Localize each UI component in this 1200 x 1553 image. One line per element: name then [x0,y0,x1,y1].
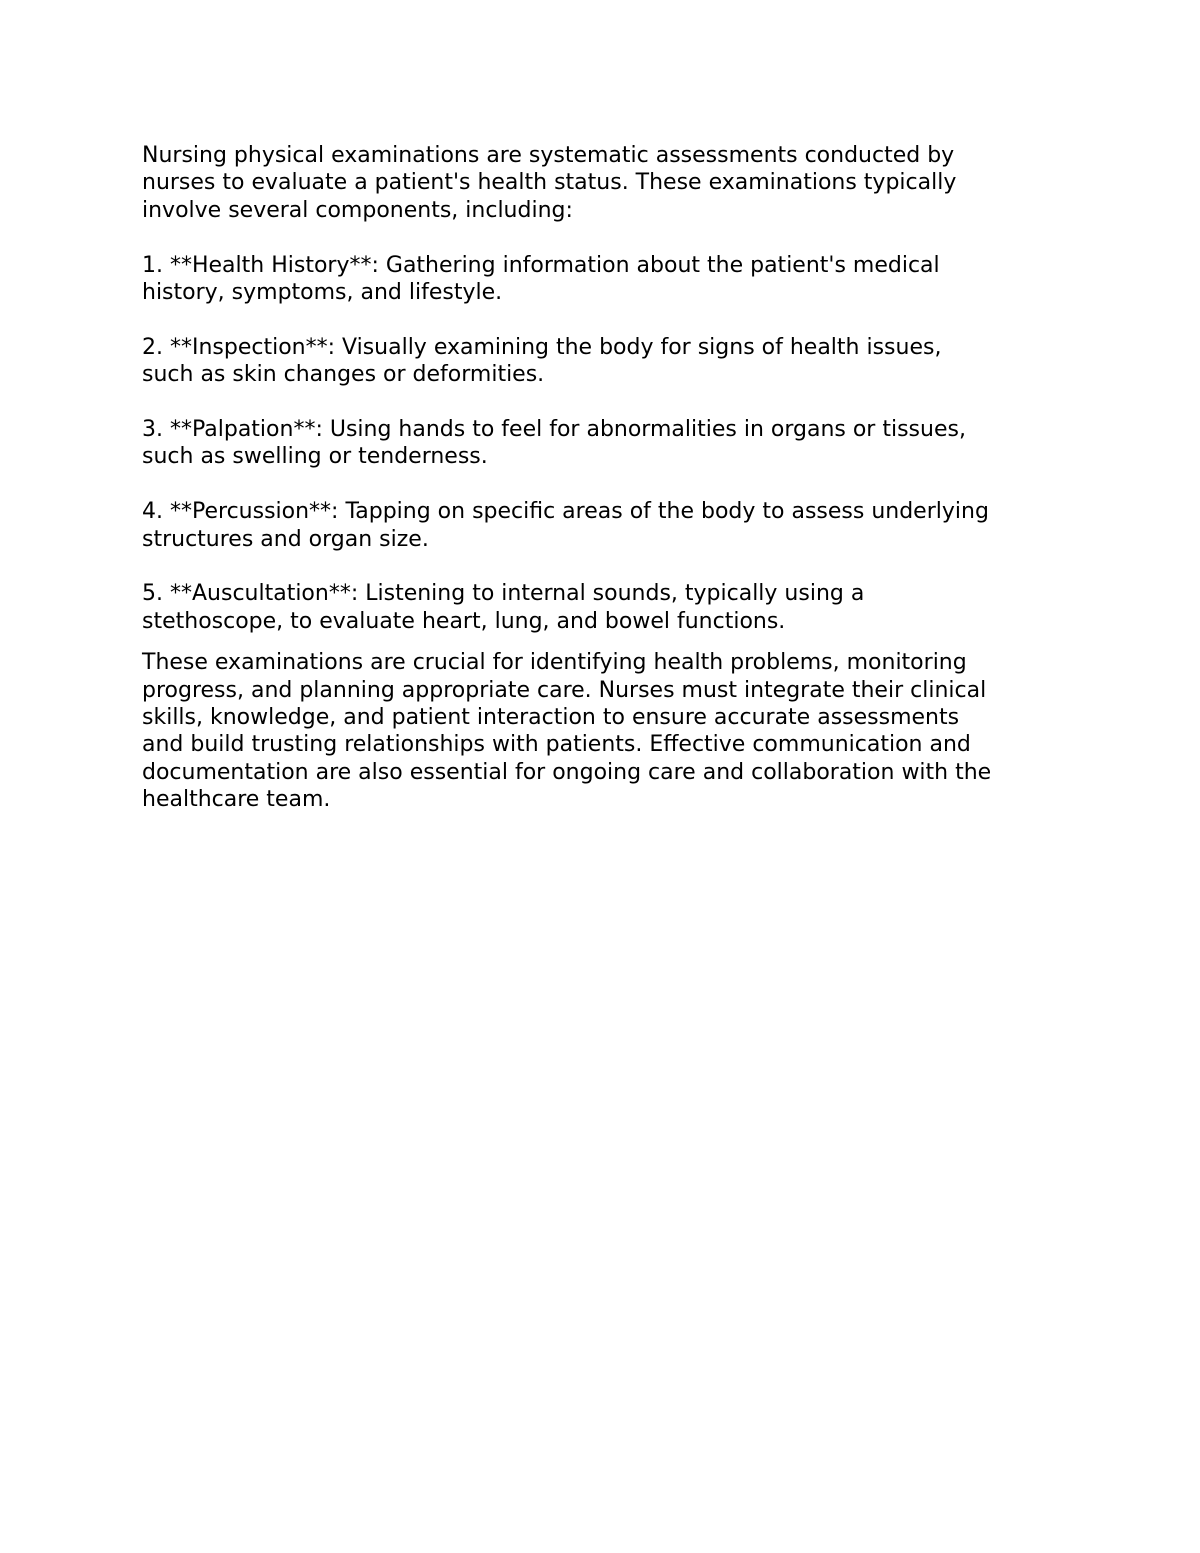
intro-paragraph: Nursing physical examinations are systematic assessments conducted by nurses to evaluate a patient's health status. These examinations typically involve several components, including: [142,143,957,223]
paragraph-spacer [142,471,1062,498]
paragraph-spacer [142,306,1062,333]
conclusion-paragraph: These examinations are crucial for identifying health problems, monitoring progress, and planning appropriate care. Nurses must integrate their clinical skills, knowledge, and patient interaction to ensure accurate assessments and build trusting relationships with patients. Effective communication and documentation are also essential for ongoing care and collaboration with the healthcare team. [142,650,992,813]
paragraph-spacer [142,389,1062,416]
paragraph-spacer [142,224,1062,251]
list-item-palpation: 3. **Palpation**: Using hands to feel for abnormalities in organs or tissues, such as swelling or tenderness. [142,417,966,470]
document-body [142,142,1062,814]
list-item-percussion: 4. **Percussion**: Tapping on specific areas of the body to assess underlying structures and organ size. [142,499,989,552]
list-item-health-history: 1. **Health History**: Gathering information about the patient's medical history, symptoms, and lifestyle. [142,252,940,306]
paragraph-spacer [142,553,1062,580]
list-item-inspection: 2. **Inspection**: Visually examining the body for signs of health issues, such as skin changes or deformities. [142,334,942,388]
paragraph-spacer [142,635,1062,649]
list-item-auscultation: 5. **Auscultation**: Listening to internal sounds, typically using a stethoscope, to evaluate heart, lung, and bowel functions. [142,581,865,634]
